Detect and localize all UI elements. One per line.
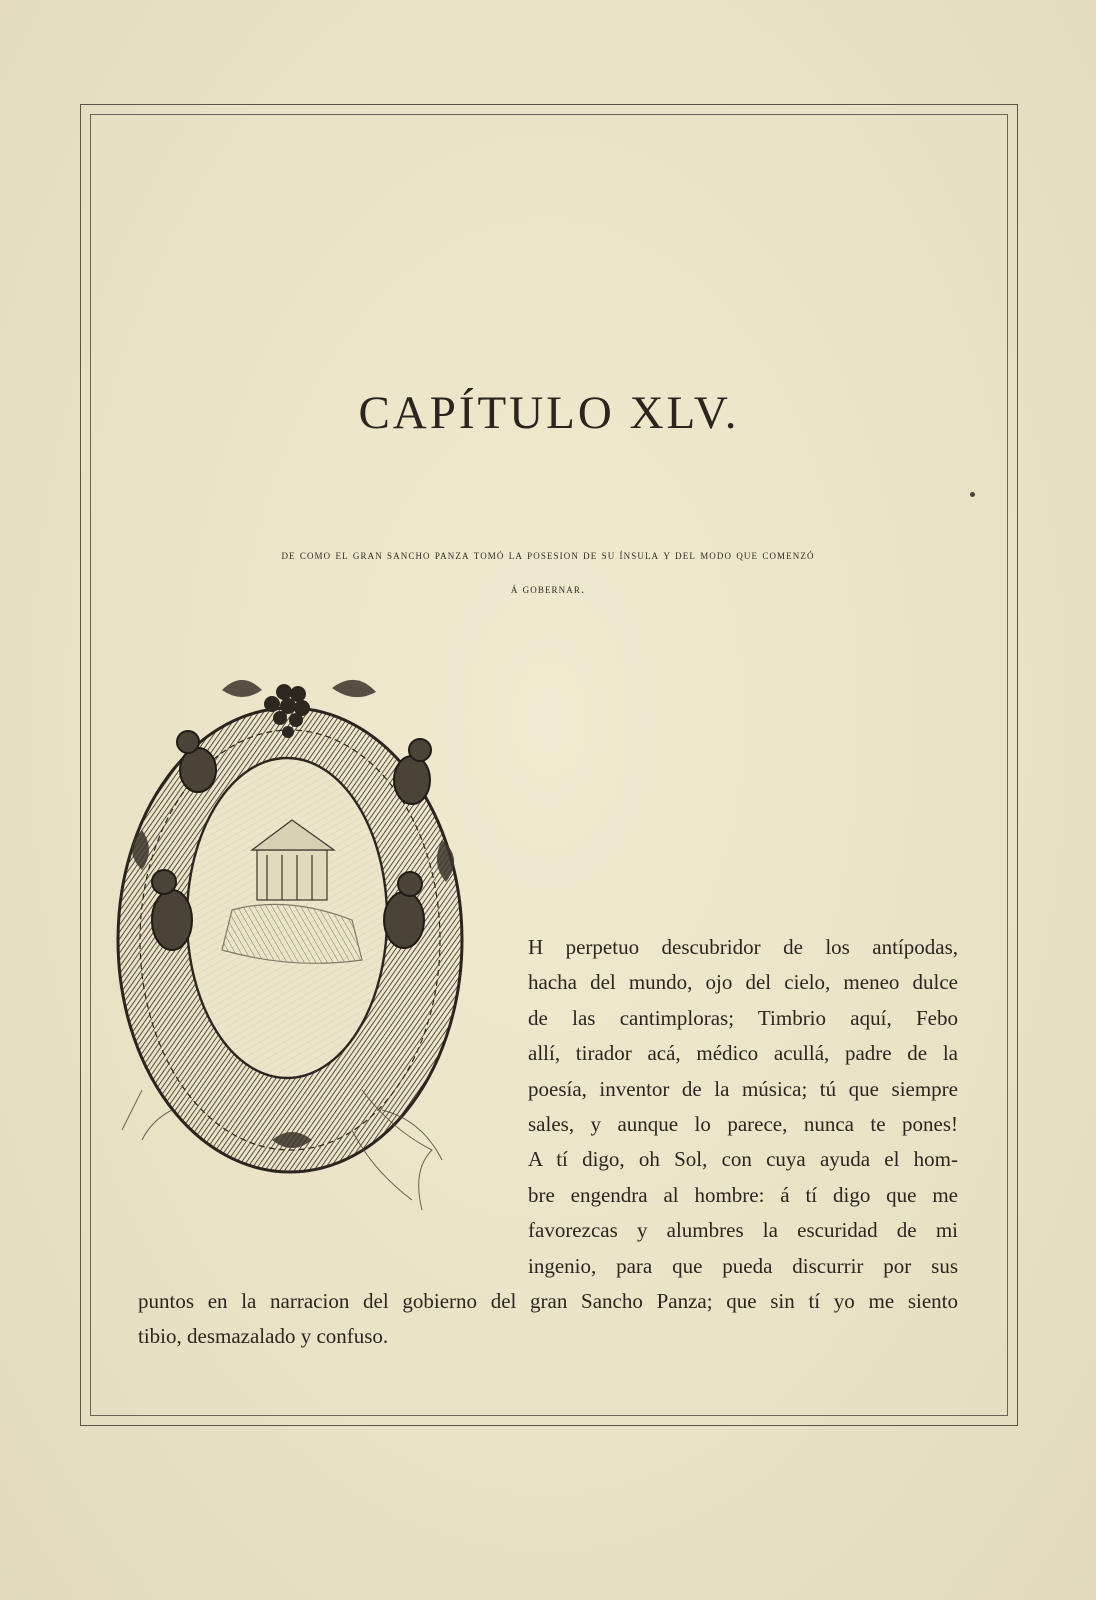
chapter-summary-line-1: de como el gran sancho panza tomó la posesion de su ínsula y del modo que comenzó: [281, 548, 815, 562]
body-line: A tí digo, oh Sol, con cuya ayuda el hom-: [528, 1147, 958, 1172]
body-line: poesía, inventor de la música; tú que siempre: [528, 1076, 958, 1101]
chapter-title: CAPÍTULO XLV.: [358, 387, 740, 439]
body-line: bre engendra al hombre: á tí digo que me: [528, 1182, 958, 1207]
body-line: hacha del mundo, ojo del cielo, meneo dulce: [528, 970, 958, 995]
body-line: sales, y aunque lo parece, nunca te pones!: [528, 1112, 958, 1137]
printing-speck: [970, 492, 975, 497]
chapter-summary-line-2: á gobernar.: [510, 582, 586, 596]
body-line: H perpetuo descubridor de los antípodas,: [528, 935, 958, 959]
body-line: ingenio, para que pueda discurrir por sus: [528, 1253, 958, 1278]
body-line: tibio, desmazalado y confuso.: [138, 1324, 389, 1349]
body-line: allí, tirador acá, médico acullá, padre de la: [528, 1041, 958, 1066]
chapter-summary: [132, 538, 964, 606]
body-line: de las cantimploras; Timbrio aquí, Febo: [528, 1005, 958, 1030]
body-line: favorezcas y alumbres la escuridad de mi: [528, 1218, 958, 1243]
body-line: puntos en la narracion del gobierno del gran Sancho Panza; que sin tí yo me siento: [138, 1289, 958, 1314]
body-text: [138, 930, 958, 1355]
